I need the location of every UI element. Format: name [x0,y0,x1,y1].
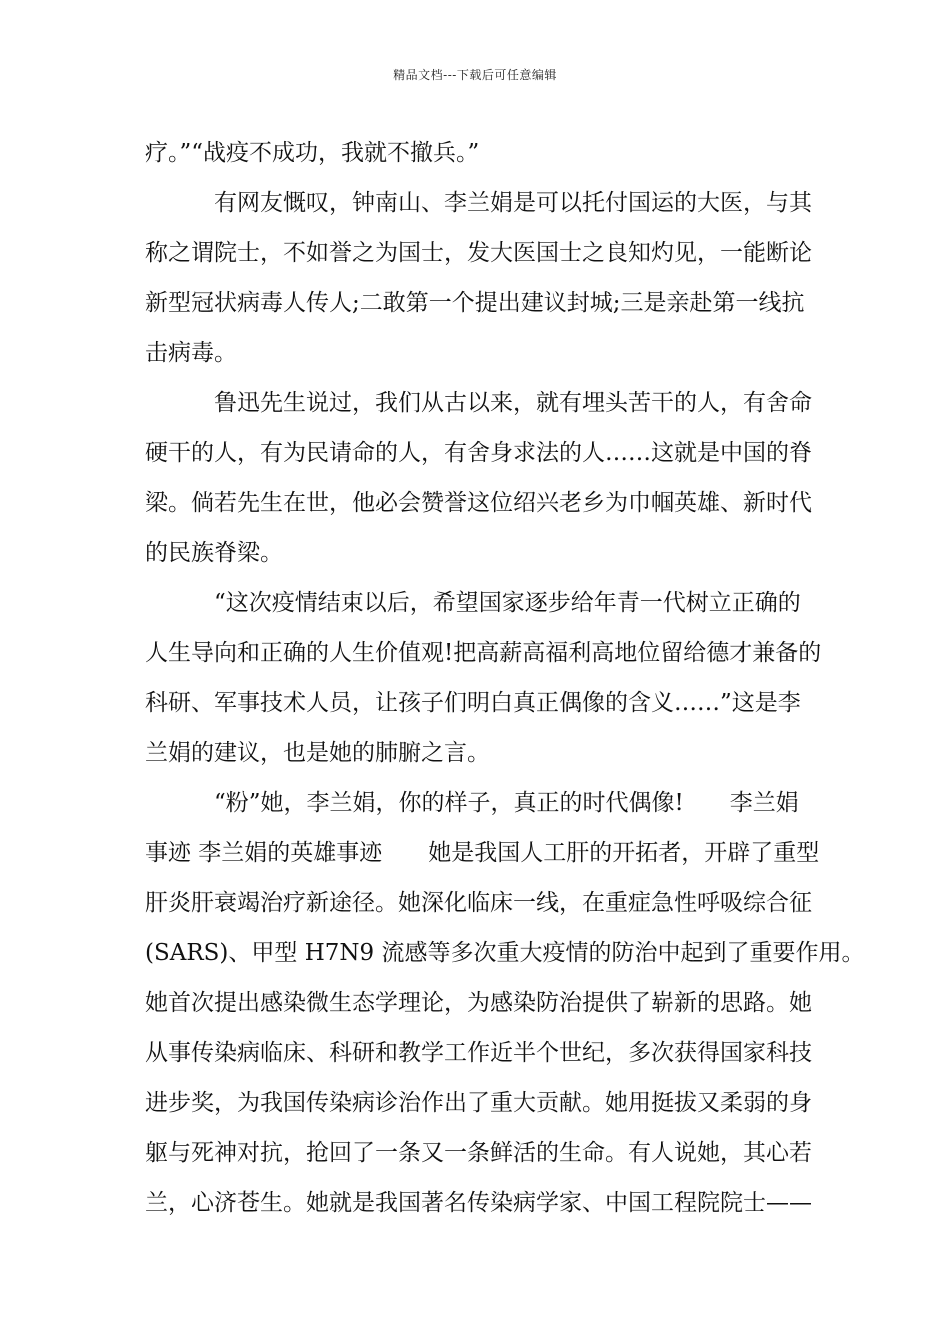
text-line: (SARS)、甲型 H7N9 流感等多次重大疫情的防治中起到了重要作用。 [145,940,865,966]
text-line: 硬干的人，有为民请命的人，有舍身求法的人……这就是中国的脊 [145,440,812,466]
document-body [145,128,865,1228]
text-line: 疗。”“战疫不成功，我就不撤兵。” [145,140,480,166]
text-line: 事迹 李兰娟的英雄事迹 她是我国人工肝的开拓者，开辟了重型 [145,840,820,866]
text-line: 称之谓院士，不如誉之为国士，发大医国士之良知灼见，一能断论 [145,240,812,266]
text-line: 从事传染病临床、科研和教学工作近半个世纪，多次获得国家科技 [145,1040,812,1066]
text-line: 的民族脊梁。 [145,540,283,566]
page-header: 精品文档---下载后可任意编辑 [393,68,557,82]
text-line: “这次疫情结束以后，希望国家逐步给年青一代树立正确的 [214,590,801,616]
text-line: 进步奖，为我国传染病诊治作出了重大贡献。她用挺拔又柔弱的身 [145,1090,812,1116]
text-line: 鲁迅先生说过，我们从古以来，就有埋头苦干的人，有舍命 [214,390,812,416]
text-line: 躯与死神对抗，抢回了一条又一条鲜活的生命。有人说她，其心若 [145,1140,812,1166]
text-line: 科研、军事技术人员，让孩子们明白真正偶像的含义……”这是李 [145,690,801,716]
text-line: 击病毒。 [145,340,237,366]
text-line: 她首次提出感染微生态学理论，为感染防治提供了崭新的思路。她 [145,990,812,1016]
text-line: “粉”她，李兰娟，你的样子，真正的时代偶像! 李兰娟 [214,790,799,816]
text-line: 兰，心济苍生。她就是我国著名传染病学家、中国工程院院士—— [145,1190,812,1216]
text-line: 新型冠状病毒人传人;二敢第一个提出建议封城;三是亲赴第一线抗 [145,290,805,316]
text-line: 兰娟的建议，也是她的肺腑之言。 [145,740,490,766]
text-line: 人生导向和正确的人生价值观!把高薪高福利高地位留给德才兼备的 [145,640,822,666]
text-line: 有网友慨叹，钟南山、李兰娟是可以托付国运的大医，与其 [214,190,812,216]
text-line: 肝炎肝衰竭治疗新途径。她深化临床一线，在重症急性呼吸综合征 [145,890,812,916]
text-line: 梁。倘若先生在世，他必会赞誉这位绍兴老乡为巾帼英雄、新时代 [145,490,812,516]
